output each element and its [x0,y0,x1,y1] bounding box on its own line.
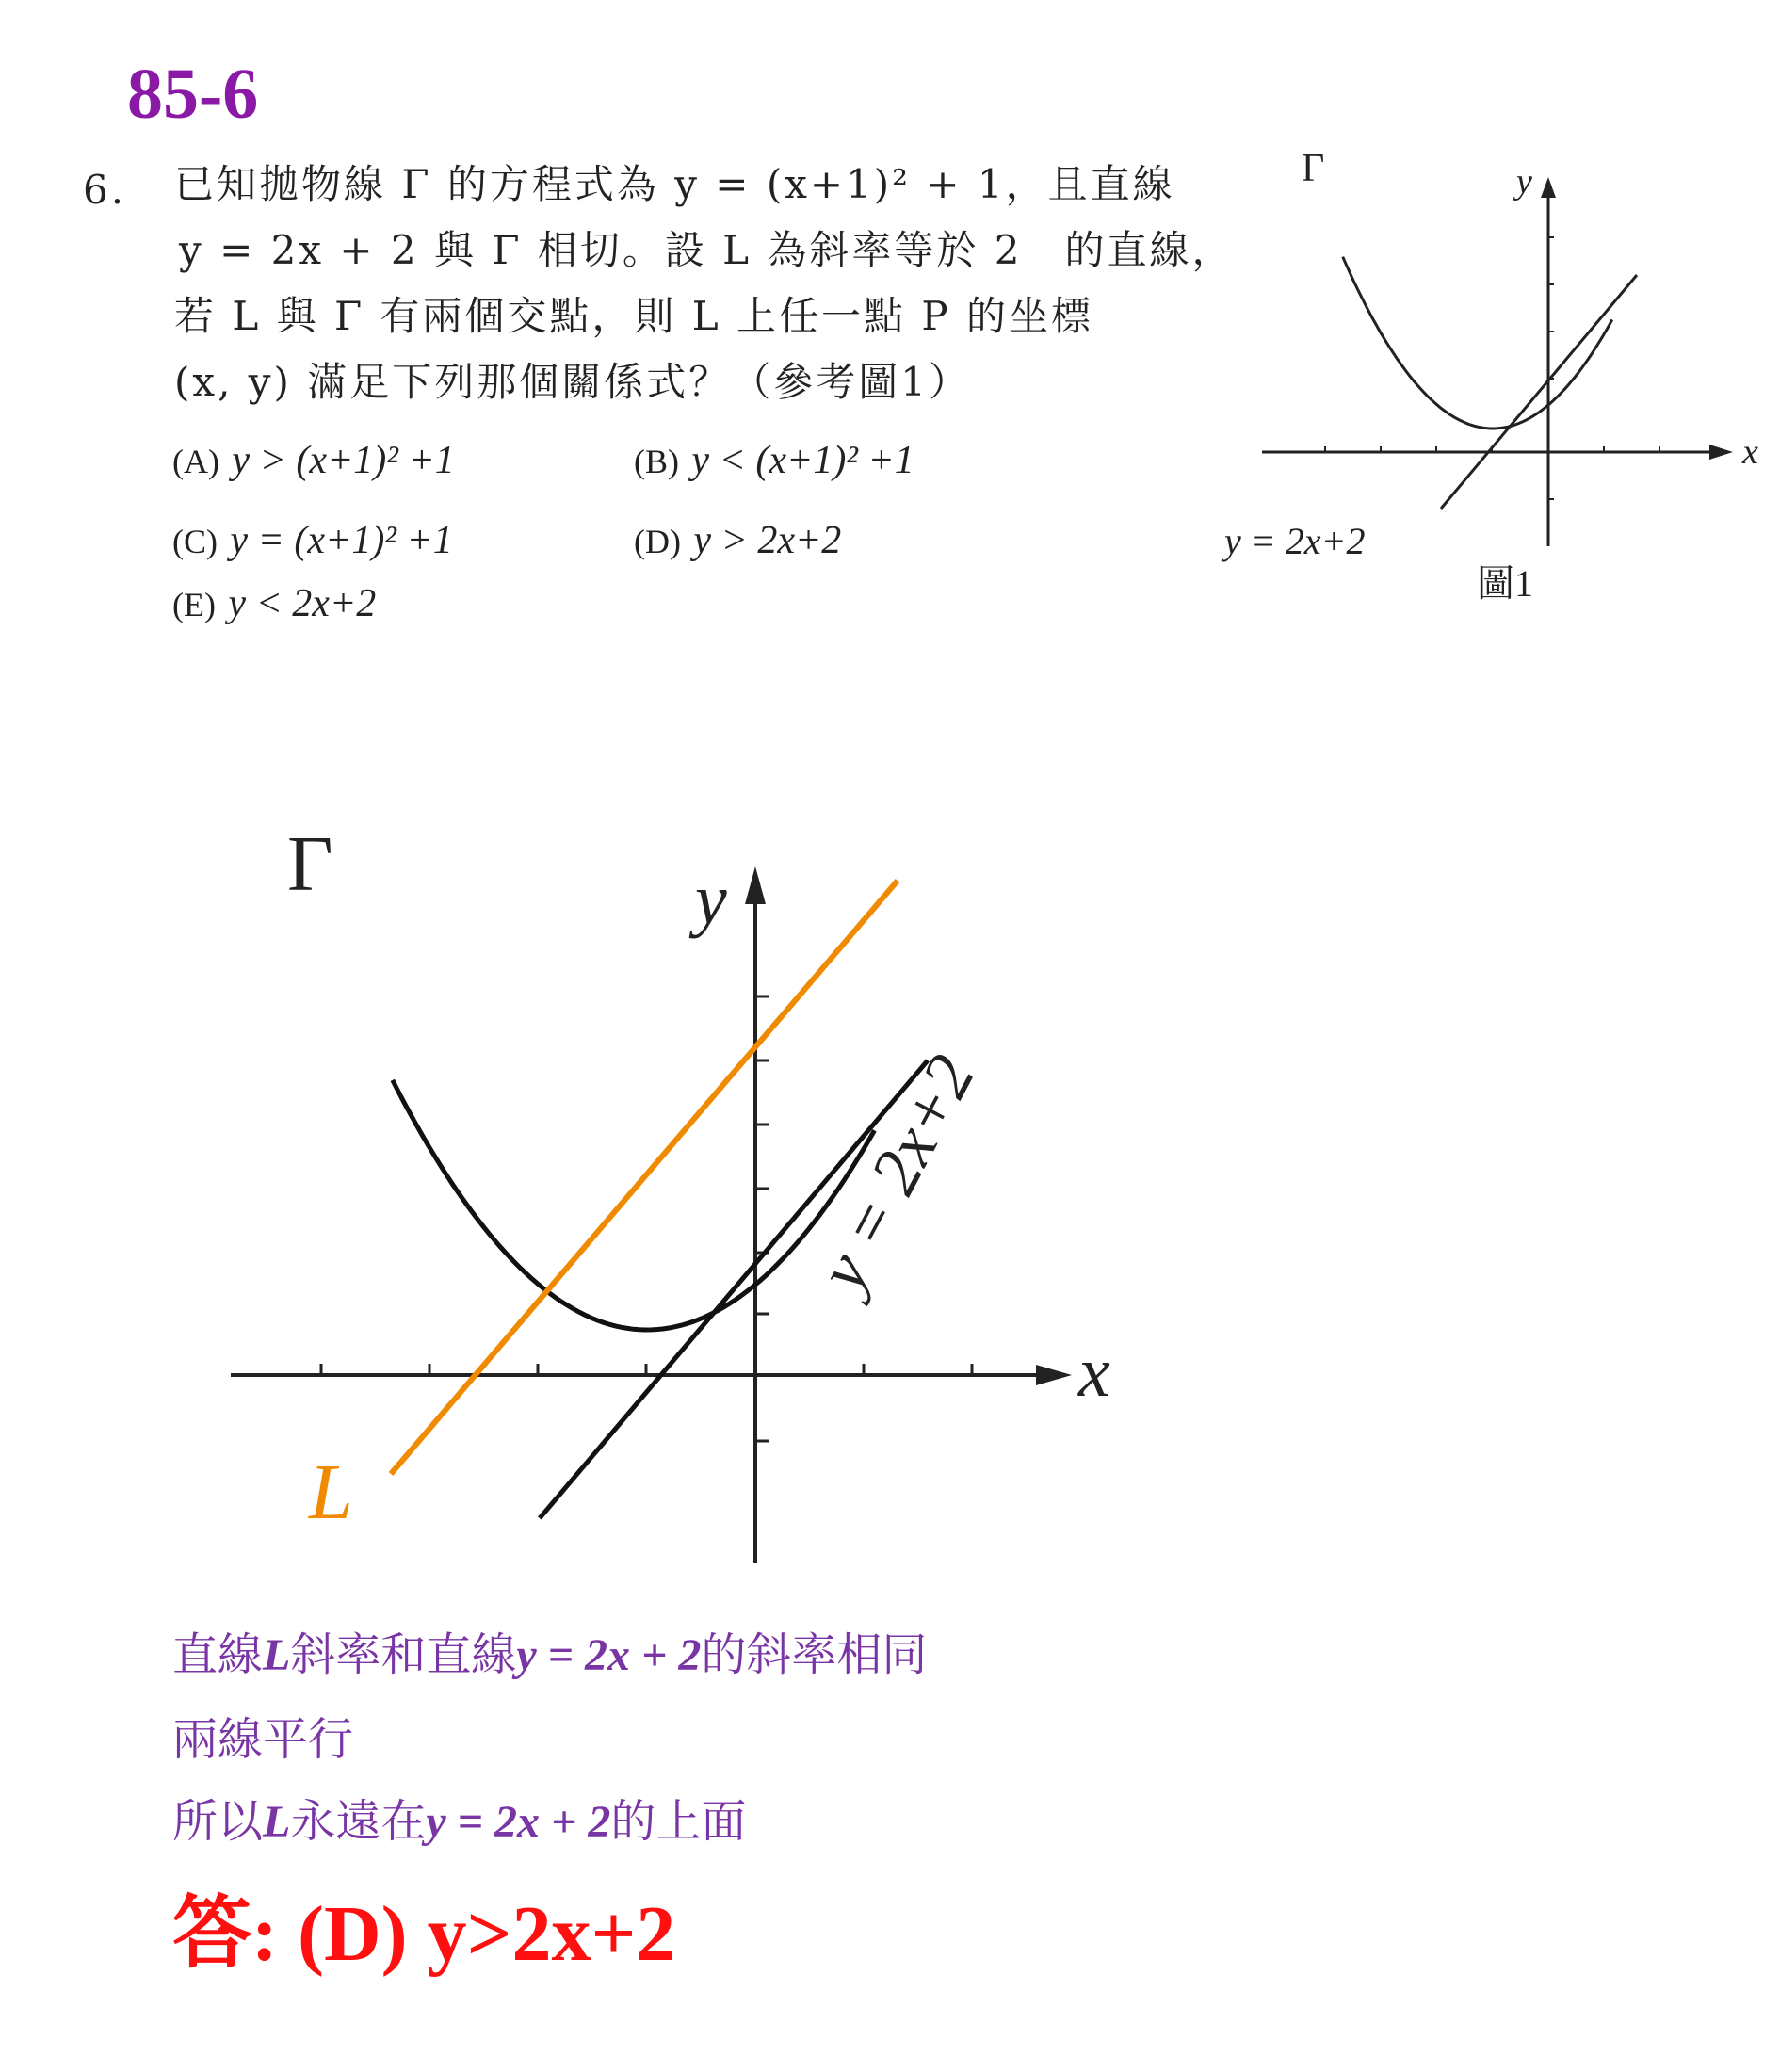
solution-line-1-post: 的斜率相同 [701,1628,928,1681]
option-a-text: y > (x+1)² +1 [232,439,455,482]
solution-line-1 [172,1618,927,1683]
large-curve-label: Γ [287,820,333,908]
option-b-label: (B) [634,443,679,480]
option-c-label: (C) [172,523,218,560]
large-x-label: x [1078,1333,1110,1412]
solution-line-3-post: 的上面 [610,1795,747,1848]
option-a-label: (A) [172,443,219,480]
large-y-label: y [695,860,727,939]
question-number: 6. [83,167,127,213]
solution-line-1-mid: 斜率和直線 [290,1628,517,1681]
solution-line-1-eq: y = 2x + 2 [516,1630,702,1680]
option-d-label: (D) [634,523,681,560]
large-x-arrow-icon [1036,1365,1072,1385]
line-L-label: L [309,1449,353,1536]
option-c [172,516,453,563]
answer: 答: (D) y>2x+2 [172,1890,676,1978]
option-a [172,436,455,483]
figure-large [207,810,1196,1582]
small-y-label: y [1516,162,1532,202]
figure-small [1215,132,1780,640]
option-e-text: y < 2x+2 [228,582,377,625]
solution-line-3 [172,1785,746,1850]
small-ticks [1325,237,1659,499]
question-line-4: (x, y) 滿足下列那個關係式？（參考圖1） [174,359,971,405]
solution-line-1-L: L [263,1630,291,1680]
solution-line-2: 兩線平行 [172,1713,354,1766]
problem-id: 85-6 [127,55,259,134]
solution-line-3-eq: y = 2x + 2 [426,1797,611,1847]
solution-line-3-mid: 永遠在 [290,1795,427,1848]
question-line-2: y = 2x + 2 與 Γ 相切。設 L 為斜率等於 2 的直線， [179,227,1235,273]
large-tangent-label: y = 2x+2 [803,1043,990,1303]
option-d [634,516,841,563]
small-y-arrow-icon [1541,177,1556,198]
small-x-label: x [1742,432,1758,472]
question-line-3: 若 L 與 Γ 有兩個交點，則 L 上任一點 P 的坐標 [174,293,1093,339]
option-c-text: y = (x+1)² +1 [230,519,453,562]
small-parabola [1343,257,1612,429]
small-x-arrow-icon [1709,445,1733,460]
small-tangent-line [1441,275,1637,509]
line-L [391,881,898,1474]
option-b [634,436,914,483]
solution-line-3-L: L [263,1797,291,1847]
small-curve-label: Γ [1302,147,1325,190]
question-line-1: 已知拋物線 Γ 的方程式為 y = (x+1)² + 1，且直線 [174,161,1175,207]
solution-line-1-pre: 直線 [172,1628,264,1681]
option-e-label: (E) [172,586,216,623]
small-caption: 圖1 [1477,562,1533,605]
option-d-text: y > 2x+2 [693,519,842,562]
option-b-text: y < (x+1)² +1 [691,439,914,482]
large-y-arrow-icon [745,866,766,904]
small-line-label: y = 2x+2 [1224,520,1366,562]
option-e [172,579,376,626]
solution-line-3-pre: 所以 [172,1795,264,1848]
